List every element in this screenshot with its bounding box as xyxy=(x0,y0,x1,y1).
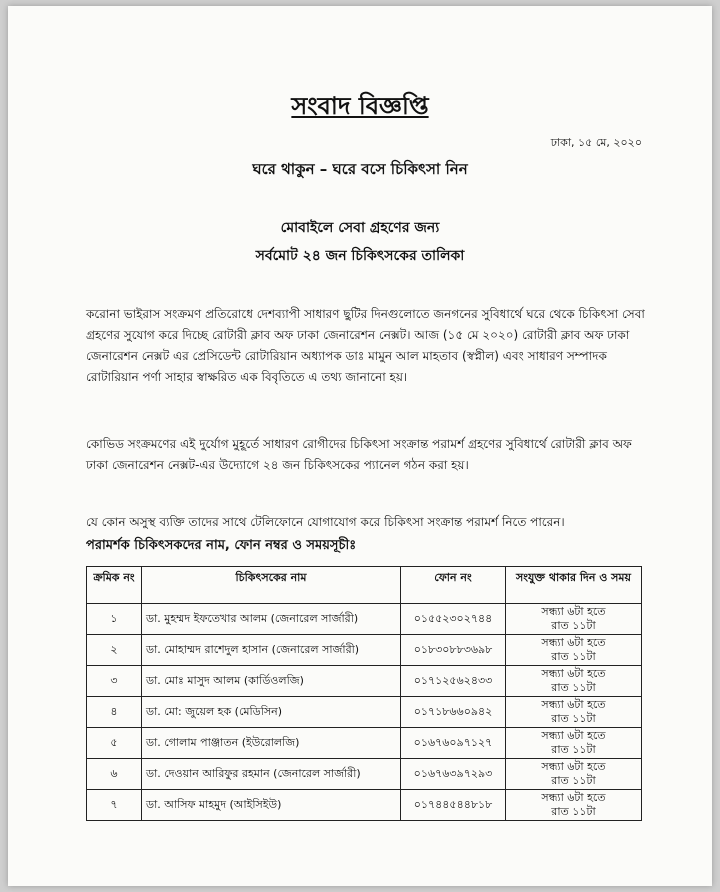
cell-serial: ৪ xyxy=(87,697,142,728)
header-serial: ক্রমিক নং xyxy=(87,567,142,604)
table-row xyxy=(87,728,642,759)
paragraph-3: যে কোন অসুস্থ ব্যক্তি তাদের সাথে টেলিফোনে যোগাযোগ করে চিকিৎসা সংক্রান্ত পরামর্শ নিতে পারেন। xyxy=(86,515,565,529)
cell-serial: ৫ xyxy=(87,728,142,759)
paragraph-1: করোনা ভাইরাস সংক্রমণ প্রতিরোধে দেশব্যাপী সাধারণ ছুটির দিনগুলোতে জনগনের সুবিধার্থে ঘরে থেকে চিকিৎসা সেবা গ্রহণের সুযোগ করে দিচ্ছে রোটারী ক্লাব অফ ঢাকা জেনারেশন নেক্সট। আজ (১৫ মে ২০২০) রোটারী ক্লাব অফ ঢাকা জেনারেশন নেক্সট এর প্রেসিডেন্ট রোটারিয়ান অধ্যাপক ডাঃ মামুন আল মাহতাব (স্বপ্নীল) এবং সাধারণ সম্পাদক রোটারিয়ান পর্ণা সাহার স্বাক্ষরিত এক বিবৃতিতে এ তথ্য জানানো হয়। xyxy=(86,307,645,384)
cell-doctor-name: ডা. মোঃ মাসুদ আলম (কার্ডিওলজি) xyxy=(142,666,401,697)
schedule-end: রাত ১১টা xyxy=(551,805,596,818)
schedule-end: রাত ১১টা xyxy=(551,712,596,725)
schedule-start: সন্ধ্যা ৬টা হতে xyxy=(541,667,606,680)
cell-schedule xyxy=(506,666,642,697)
schedule-start: সন্ধ্যা ৬টা হতে xyxy=(541,698,606,711)
document-title: সংবাদ বিজ্ঞপ্তি xyxy=(291,92,429,120)
cell-serial: ৩ xyxy=(87,666,142,697)
cell-serial: ৭ xyxy=(87,790,142,821)
schedule-start: সন্ধ্যা ৬টা হতে xyxy=(541,636,606,649)
table-header-row xyxy=(87,567,642,604)
schedule-start: সন্ধ্যা ৬টা হতে xyxy=(541,605,606,618)
schedule-end: রাত ১১টা xyxy=(551,743,596,756)
cell-phone: ০১৫৫২৩০২৭৪৪ xyxy=(401,604,506,635)
cell-phone: ০১৭৪৪৫৪৪৮১৮ xyxy=(401,790,506,821)
cell-doctor-name: ডা. মোহাম্মদ রাশেদুল হাসান (জেনারেল সার্জারী) xyxy=(142,635,401,666)
cell-phone: ০১৬৭৬০৯৭১২৭ xyxy=(401,728,506,759)
list-caption: পরামর্শক চিকিৎসকদের নাম, ফোন নম্বর ও সময়সূচীঃ xyxy=(86,538,357,553)
cell-doctor-name: ডা. মো: জুয়েল হক (মেডিসিন) xyxy=(142,697,401,728)
schedule-end: রাত ১১টা xyxy=(551,619,596,632)
table-row xyxy=(87,790,642,821)
doctor-table xyxy=(86,566,642,821)
schedule-start: সন্ধ্যা ৬টা হতে xyxy=(541,760,606,773)
table-row xyxy=(87,759,642,790)
cell-doctor-name: ডা. মুহম্মদ ইফতেখার আলম (জেনারেল সার্জারী) xyxy=(142,604,401,635)
cell-schedule xyxy=(506,604,642,635)
cell-serial: ১ xyxy=(87,604,142,635)
schedule-start: সন্ধ্যা ৬টা হতে xyxy=(541,791,606,804)
table-row xyxy=(87,697,642,728)
cell-schedule xyxy=(506,635,642,666)
table-row xyxy=(87,666,642,697)
cell-serial: ২ xyxy=(87,635,142,666)
cell-schedule xyxy=(506,697,642,728)
schedule-start: সন্ধ্যা ৬টা হতে xyxy=(541,729,606,742)
header-schedule: সংযুক্ত থাকার দিন ও সময় xyxy=(506,567,642,604)
table-row xyxy=(87,635,642,666)
table-row xyxy=(87,604,642,635)
header-phone: ফোন নং xyxy=(401,567,506,604)
document-page xyxy=(8,6,712,886)
document-date: ঢাকা, ১৫ মে, ২০২০ xyxy=(550,136,642,149)
schedule-end: রাত ১১টা xyxy=(551,681,596,694)
cell-doctor-name: ডা. দেওয়ান আরিফুর রহমান (জেনারেল সার্জারী) xyxy=(142,759,401,790)
cell-phone: ০১৬৭৬৩৯৭২৯৩ xyxy=(401,759,506,790)
document-subtitle: ঘরে থাকুন – ঘরে বসে চিকিৎসা নিন xyxy=(252,160,468,178)
schedule-end: রাত ১১টা xyxy=(551,650,596,663)
heading-line-1: মোবাইলে সেবা গ্রহণের জন্য xyxy=(280,220,440,236)
schedule-end: রাত ১১টা xyxy=(551,774,596,787)
header-name: চিকিৎসকের নাম xyxy=(142,567,401,604)
cell-schedule xyxy=(506,728,642,759)
paragraph-2: কোভিড সংক্রমণের এই দুর্যোগ মুহূর্তে সাধারণ রোগীদের চিকিৎসা সংক্রান্ত পরামর্শ গ্রহণের সুবিধার্থে রোটারী ক্লাব অফ ঢাকা জেনারেশন নেক্সট-এর উদ্যোগে ২৪ জন চিকিৎসকের প্যানেল গঠন করা হয়। xyxy=(86,437,632,472)
heading-line-2: সর্বমোট ২৪ জন চিকিৎসকের তালিকা xyxy=(255,248,465,264)
cell-phone: ০১৮৩০৮৮৩৬৯৮ xyxy=(401,635,506,666)
cell-phone: ০১৭১৮৬৬০৯৪২ xyxy=(401,697,506,728)
cell-schedule xyxy=(506,790,642,821)
cell-doctor-name: ডা. আসিফ মাহমুদ (আইসিইউ) xyxy=(142,790,401,821)
cell-phone: ০১৭১২৫৬২৪৩৩ xyxy=(401,666,506,697)
cell-schedule xyxy=(506,759,642,790)
cell-doctor-name: ডা. গোলাম পাঞ্জাতন (ইউরোলজি) xyxy=(142,728,401,759)
cell-serial: ৬ xyxy=(87,759,142,790)
